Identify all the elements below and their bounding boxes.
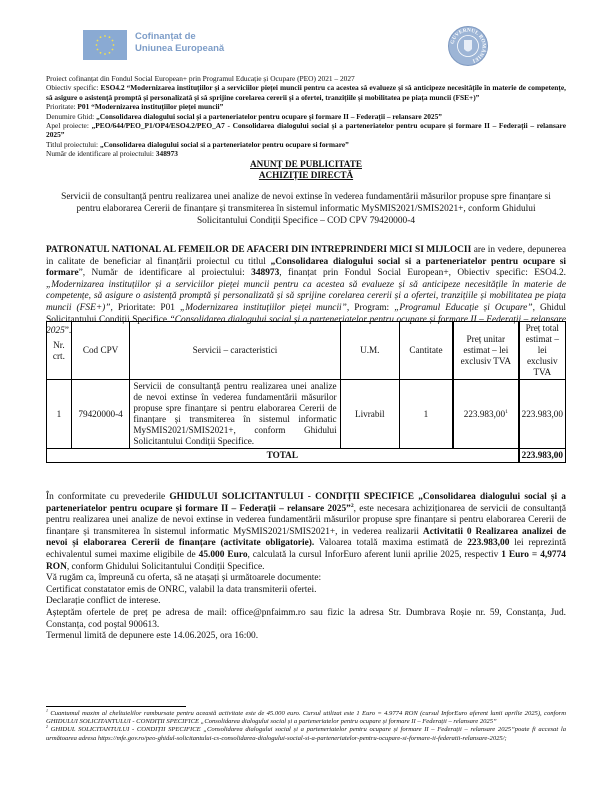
text-line — [46, 573, 566, 585]
project-header — [46, 74, 566, 159]
eu-logo-line: Cofinanțat de — [135, 31, 196, 42]
gov-seal-text-path: GUVERNUL ROMÂNIEI — [449, 27, 487, 64]
text-segment: GHIDUL SOLICITANTULUI - CONDIȚII SPECIFICE „Consolidarea dialogului social și a parteneriatelor pentru ocupare și formare II – Federații – relansare 2025”poate fi accesat la următoarea adresa https://mfe.gov.ro/peo-ghidul-solicitantului-cs-consolidarea-dialogului-social-si-a-parteneriatelor-pentru-ocupare-si-formare-ii-federatii-relansare-2025/; — [46, 726, 566, 742]
text-segment: „Modernizarea instituțiilor pieței muncii” — [180, 302, 347, 313]
text-segment: , conform Ghidului Solicitantului Condiții Specifice. — [66, 561, 265, 572]
text-segment: 1 Euro = 4,9774 RON — [46, 549, 566, 572]
text-line — [46, 585, 566, 597]
services-table — [46, 321, 566, 463]
text-segment: lei reprezintă echivalentul sumei maxime eligibile de — [46, 538, 566, 560]
eu-logo-line: Uniunea Europeană — [135, 43, 225, 54]
text-segment: 348973 — [251, 268, 280, 279]
header-unit-price: Preț unitar estimat – lei exclusiv TVA — [453, 322, 519, 380]
text-segment: , finanțat prin Fondul Social European+, Obiectiv specific: ESO4.2. — [279, 268, 566, 279]
title-line: ANUNȚ DE PUBLICITATE — [250, 159, 362, 169]
total-value: 223.983,00 — [519, 449, 566, 463]
text-line — [46, 631, 566, 643]
romanian-government-seal-logo — [448, 26, 488, 66]
text-line — [46, 608, 566, 631]
text-segment: , Prioritate: P01 — [110, 302, 181, 313]
text-segment: Obiectiv specific: — [46, 83, 101, 93]
text-segment: 45.000 Euro — [198, 549, 248, 560]
text-segment: Denumire Ghid: — [46, 111, 97, 121]
text-line — [46, 112, 566, 121]
text-segment: , Ghidul Solicitantului Condiții Specifice — [46, 302, 566, 325]
text-segment: PATRONATUL NATIONAL AL FEMEILOR DE AFACERI DIN INTREPRINDERI MICI SI MIJLOCII — [46, 245, 472, 255]
text-segment: „Modernizarea instituțiilor și a serviciilor pieței muncii pentru ca acestea să evalueze și să anticipeze necesitățile în materie de competențe, să asigure o asistență promptă și personalizată și să sprijine corelarea cererii și a ofertei, tranzițiile și mobilitatea pe piața muncii (FSE+)” — [46, 279, 566, 313]
text-segment: Prioritate: — [46, 102, 78, 112]
text-segment: “Consolidarea dialogului social și a parteneriatelor pentru ocupare și formare II – Federații – relansare 2025 — [46, 314, 566, 337]
text-line — [46, 596, 566, 608]
text-line — [46, 492, 566, 573]
text-segment: are in vedere, depunerea in calitate de beneficiar al finanțării proiectul cu titlul — [46, 245, 567, 267]
text-line — [46, 149, 566, 158]
header-qty: Cantitate — [399, 322, 453, 380]
text-segment: Certificat constatator emis de ONRC, valabil la data transmiterii ofertei. — [46, 584, 317, 595]
cell-um: Livrabil — [340, 380, 399, 449]
text-segment: Așteptăm ofertele de preț pe adresa de mail: office@pnfaimm.ro sau fizic la adresa Str. Dumbrava Roșie nr. 59, Constanța, Jud. Constanța, cod poștal 900613. — [46, 607, 566, 630]
text-segment: ”, Număr de identificare al proiectului: — [78, 268, 252, 279]
text-line — [46, 726, 566, 742]
text-segment: Vă rugăm ca, împreună cu oferta, să ne atașați și următoarele documente: — [46, 573, 322, 584]
text-segment: În conformitate cu prevederile — [46, 492, 170, 502]
cell-description: Servicii de consultanță pentru realizarea unei analize de nevoi extinse în vederea fundamentării măsurilor propuse spre finanțare si pentru elaborarea Cererii de finanțare și transmiterea în sistemul informatic MySMIS2021/SMIS2021+, conform Ghidului Solicitantului Condiții Specifice. — [130, 380, 340, 449]
total-label: TOTAL — [47, 449, 519, 463]
header-total-price: Preț total estimat – lei exclusiv TVA — [519, 322, 566, 380]
text-line — [46, 140, 566, 149]
text-segment: , Program: — [346, 302, 395, 313]
text-segment: 348973 — [155, 149, 178, 159]
footnote-ref: 2 — [46, 724, 48, 730]
title-line: ACHIZIȚIE DIRECTĂ — [258, 169, 354, 180]
footnote-separator — [46, 706, 186, 707]
text-segment: „Consolidarea dialogului social și a parteneriatelor pentru ocupare și formare II – Federații – relansare 2025” — [96, 111, 442, 121]
eu-logo-text — [135, 31, 224, 55]
cell-qty: 1 — [399, 380, 453, 449]
text-segment: Proiect cofinanțat din Fondul Social European+ prin Programul Educație și Ocupare (PEO) 2021 – 2027 — [46, 74, 355, 83]
text-segment: „Programul Educație și Ocupare” — [394, 302, 533, 313]
text-line — [46, 74, 566, 83]
table-header-row — [47, 322, 566, 380]
header-services: Servicii – caracteristici — [130, 322, 340, 380]
text-line — [46, 83, 566, 102]
text-segment: Cuantumul maxim al cheltuielilor rambursate pentru această activitate este de 45.000 euro. Cursul utilizat este 1 Euro = 4.9774 RON (cursul InforEuro aferent lunii aprilie 2025), conform GHIDULUI SOLICITANTULUI - CONDIȚII SPECIFICE „Consolidarea dialogului social și a parteneriatelor pentru ocupare și formare II – Federații – relansare 2025” — [46, 710, 566, 726]
text-line — [46, 707, 566, 726]
footnotes — [46, 707, 566, 743]
text-segment: ”. — [64, 326, 72, 337]
text-line — [46, 102, 566, 111]
header-nr: Nr. crt. — [47, 322, 72, 380]
cell-cpv: 79420000-4 — [71, 380, 130, 449]
cell-unit-price — [453, 380, 519, 449]
table-total-row — [47, 449, 566, 463]
text-line — [46, 121, 566, 140]
text-segment: Activitatii 0 Realizarea analizei de nevoi și elaborarea Cererii de finanțare (activitate obligatorie). — [46, 526, 566, 549]
text-segment: ESO4.2 “Modernizarea instituțiilor și a serviciilor pieței muncii pentru ca acestea să evalueze și să anticipeze necesitățile în materie de competențe, să asigure o asistență promptă și personalizată și să sprijine corelarea cererii și a ofertei, tranzițiile și mobilitatea pe piața muncii (FSE+)” — [46, 83, 566, 102]
announcement-subject: Servicii de consultanță pentru realizarea unei analize de nevoi extinse în vederea fundamentării măsurilor propuse spre finanțare si pentru elaborarea Cererii de finanțare și transmiterea în sistemul informatic MySMIS2021/SMIS2021+, conform Ghidului Solicitantului Condiții Specifice – COD CPV 79420000-4 — [61, 192, 551, 226]
text-segment: Titlul proiectului: — [46, 139, 100, 149]
table-row — [47, 380, 566, 449]
text-segment: 223.983,00 — [467, 538, 510, 549]
text-segment: „Consolidarea dialogului social si a parteneriatelor pentru ocupare si formare — [46, 256, 566, 279]
text-segment: Apel proiecte: — [46, 121, 92, 131]
body-paragraphs — [46, 492, 566, 643]
text-segment: Valoarea totală maxima estimată de — [314, 538, 468, 549]
unit-price-value: 223.983,00 — [463, 408, 506, 419]
eu-flag-logo — [83, 30, 127, 60]
footnote-ref: 1 — [46, 707, 48, 713]
eu-stars-icon — [83, 30, 127, 60]
text-segment: P01 “Modernizarea instituțiilor pieței muncii” — [77, 102, 224, 112]
header-um: U.M. — [340, 322, 399, 380]
text-segment: Număr de identificare al proiectului: — [46, 149, 156, 159]
header-cpv: Cod CPV — [71, 322, 130, 380]
footnote-ref: 1 — [505, 408, 508, 415]
footnote-ref: 2 — [350, 502, 354, 509]
cell-nr: 1 — [47, 380, 72, 449]
announcement-title — [46, 159, 566, 180]
text-segment: , calculată la cursul InforEuro aferent lunii aprilie 2025, respectiv — [247, 549, 502, 560]
text-segment: Termenul limită de depunere este 14.06.2025, ora 16:00. — [46, 631, 259, 642]
text-segment: „Consolidarea dialogului social si a parteneriatelor pentru ocupare si formare” — [99, 139, 349, 149]
cell-total-price: 223.983,00 — [519, 380, 566, 449]
text-segment: GHIDULUI SOLICITANTULUI - CONDIȚII SPECIFICE „Consolidarea dialogului social și a parteneriatelor pentru ocupare și formare II – Federații – relansare 2025” — [46, 492, 566, 514]
coat-of-arms-icon — [449, 27, 487, 65]
text-segment: Declarație conflict de interese. — [46, 596, 161, 607]
text-segment: , este necesara achiziționarea de servicii de consultanță pentru realizarea unei analize de nevoi extinse in vederea fundamentării măsurilor propuse spre finanțare si pentru elaborarea Cererii de finanțare și transmiterea în sistemul informatic MySMIS2021/SMIS2021+, in vederea realizarii — [46, 503, 566, 537]
text-segment: „PEO/644/PEO_P1/OP4/ESO4.2/PEO_A7 - Consolidarea dialogului social și a parteneriatelor pentru ocupare și formare II – Federații – relansare 2025” — [46, 121, 566, 140]
